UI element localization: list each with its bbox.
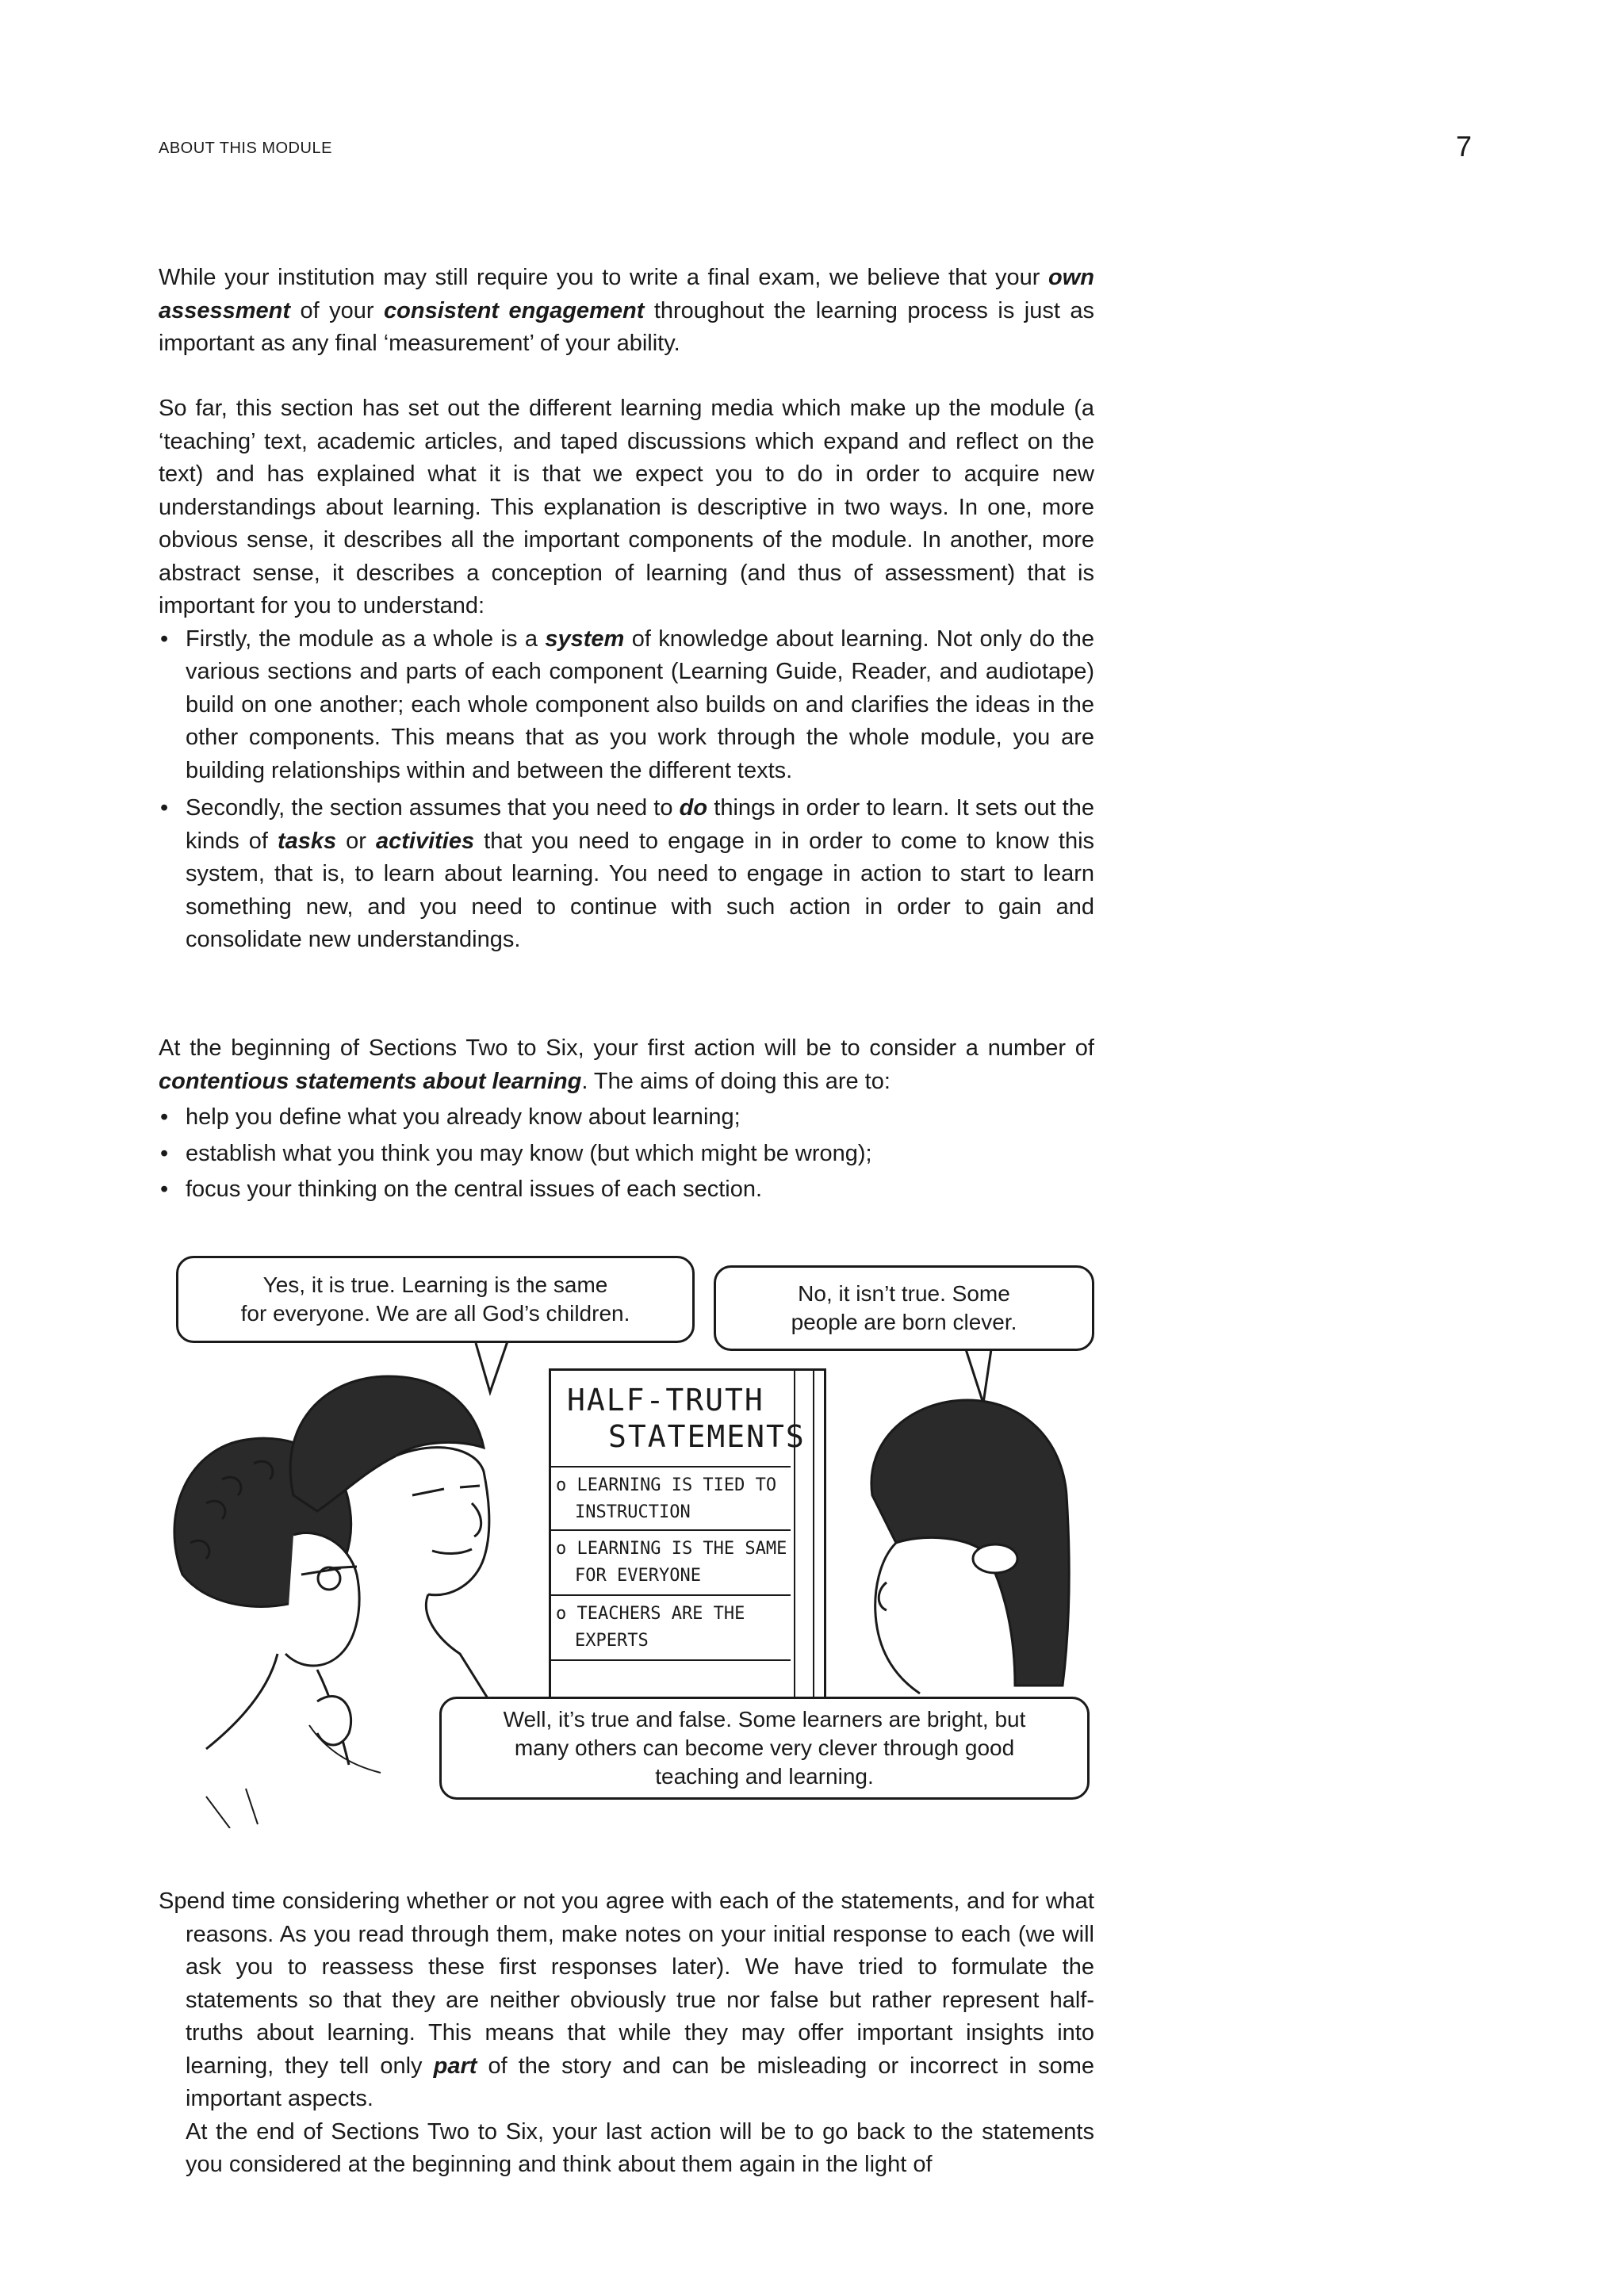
paragraph-consider-statements xyxy=(159,1885,1094,2182)
text-run: Spend time considering whether or not you agree with each of the statements, and for what reasons. As you read through them, make notes on your initial response to each (we will ask you to reassess these first responses later). We have tried to formulate the statements so that they are neither obviously true nor false but rather represent half-truths about learning. This means that while they may offer important insights into learning, they tell only xyxy=(159,1888,1094,2079)
text-run: things in order to learn. It sets out the kinds of xyxy=(186,795,1094,854)
bubble-line: teaching and learning. xyxy=(655,1764,874,1789)
bullet-item-aim: • establish what you think you may know (but which might be wrong); xyxy=(159,1138,1094,1171)
page-number: 7 xyxy=(1456,130,1473,163)
text-run: of the story and can be misleading or incorrect in some important aspects. xyxy=(186,2053,1095,2111)
board-title-line: HALF-TRUTH xyxy=(567,1383,764,1418)
bullet-item-system xyxy=(159,623,1094,788)
bubble-tail-right xyxy=(966,1349,991,1403)
paragraph-contentious-statements xyxy=(159,1032,1094,1210)
emphasis-consistent-engagement: consistent engagement xyxy=(384,297,645,323)
board-item-line: o LEARNING IS TIED TO xyxy=(556,1475,777,1495)
text-run: throughout the learning process is just as important as any final ‘measurement’ of your ability. xyxy=(159,297,1094,356)
text-run: Secondly, the section assumes that you need to xyxy=(186,795,680,821)
bubble-line: Well, it’s true and false. Some learners are bright, but xyxy=(503,1707,1026,1732)
emphasis-tasks: tasks xyxy=(277,828,337,854)
board-item-line: EXPERTS xyxy=(575,1631,649,1651)
paragraph-text xyxy=(159,1032,1094,1098)
emphasis-system: system xyxy=(545,626,625,652)
paragraph-text: So far, this section has set out the different learning media which make up the module (a ‘teaching’ text, academic articles, and taped discussions which expand and reflect on the text) and has explained what it is that we expect you to do in order to acquire new understandings about learning. This explanation is descriptive in two ways. In one, more obvious sense, it describes all the important components of the module. In another, more abstract sense, it describes a conception of learning (and thus of assessment) that is important for you to understand: xyxy=(159,396,1094,618)
running-head: ABOUT THIS MODULE xyxy=(159,140,332,157)
emphasis-contentious-statements: contentious statements about learning xyxy=(159,1068,582,1094)
text-run: that you need to engage in in order to come to know this system, that is, to learn about learning. You need to engage in action to start to learn something new, and you need to continue with such action in order to gain and consolidate new understandings. xyxy=(186,828,1095,952)
board-item-line: o LEARNING IS THE SAME xyxy=(556,1539,787,1559)
board-item-line: FOR EVERYONE xyxy=(575,1566,701,1586)
student-ponytail-figure xyxy=(871,1400,1069,1693)
text-run: . The aims of doing this are to: xyxy=(581,1068,891,1094)
sketch-lines xyxy=(206,1789,258,1828)
board-title-line: STATEMENTS xyxy=(608,1419,806,1454)
bullet-item-aim: • focus your thinking on the central issues of each section. xyxy=(159,1173,1094,1207)
emphasis-part: part xyxy=(433,2053,477,2079)
bullet-item-aim: • help you define what you already know about learning; xyxy=(159,1101,1094,1135)
text-run: of your xyxy=(290,297,385,323)
paragraph-text xyxy=(159,262,1094,361)
text-run: of knowledge about learning. Not only do the various sections and parts of each component (Learning Guide, Reader, and audiotape) build on one another; each whole component also builds on and clarifies the ideas in the other components. This means that as you work through the whole module, you are building relationships within and between the different texts. xyxy=(186,626,1094,783)
bullet-list-aims xyxy=(159,1101,1094,1207)
speech-bubble-false xyxy=(714,1265,1094,1351)
paragraph-text xyxy=(159,1885,1094,2116)
text-run: While your institution may still require you to write a final exam, we believe that your xyxy=(159,265,1048,290)
bubble-line: No, it isn’t true. Some xyxy=(798,1281,1010,1306)
text-run: At the beginning of Sections Two to Six, your first action will be to consider a number of xyxy=(159,1035,1094,1061)
paragraph-learning-media xyxy=(159,392,1094,957)
bubble-line: Yes, it is true. Learning is the same xyxy=(262,1272,608,1297)
paragraph-assessment xyxy=(159,262,1094,361)
text-run: or xyxy=(336,828,376,854)
board-item-line: o TEACHERS ARE THE xyxy=(556,1604,745,1624)
bubble-line: for everyone. We are all God’s children. xyxy=(240,1301,630,1326)
bubble-tail-left xyxy=(476,1341,508,1392)
paragraph-text: At the end of Sections Two to Six, your last action will be to go back to the statements you considered at the beginning and think about them again in the light of xyxy=(186,2118,1094,2177)
speech-bubble-true-and-false xyxy=(439,1697,1090,1800)
bullet-list-conception xyxy=(159,623,1094,957)
emphasis-activities: activities xyxy=(375,828,475,854)
bubble-line: many others can become very clever through good xyxy=(514,1735,1015,1760)
emphasis-do: do xyxy=(679,795,708,821)
text-run: Firstly, the module as a whole is a xyxy=(186,626,546,652)
bullet-item-do xyxy=(159,792,1094,957)
emphasis-own-assessment: own assessment xyxy=(159,265,1094,323)
bubble-line: people are born clever. xyxy=(791,1310,1017,1334)
cartoon-illustration xyxy=(159,1242,1094,1828)
speech-bubble-true xyxy=(176,1256,695,1343)
board-item-line: INSTRUCTION xyxy=(575,1502,691,1522)
